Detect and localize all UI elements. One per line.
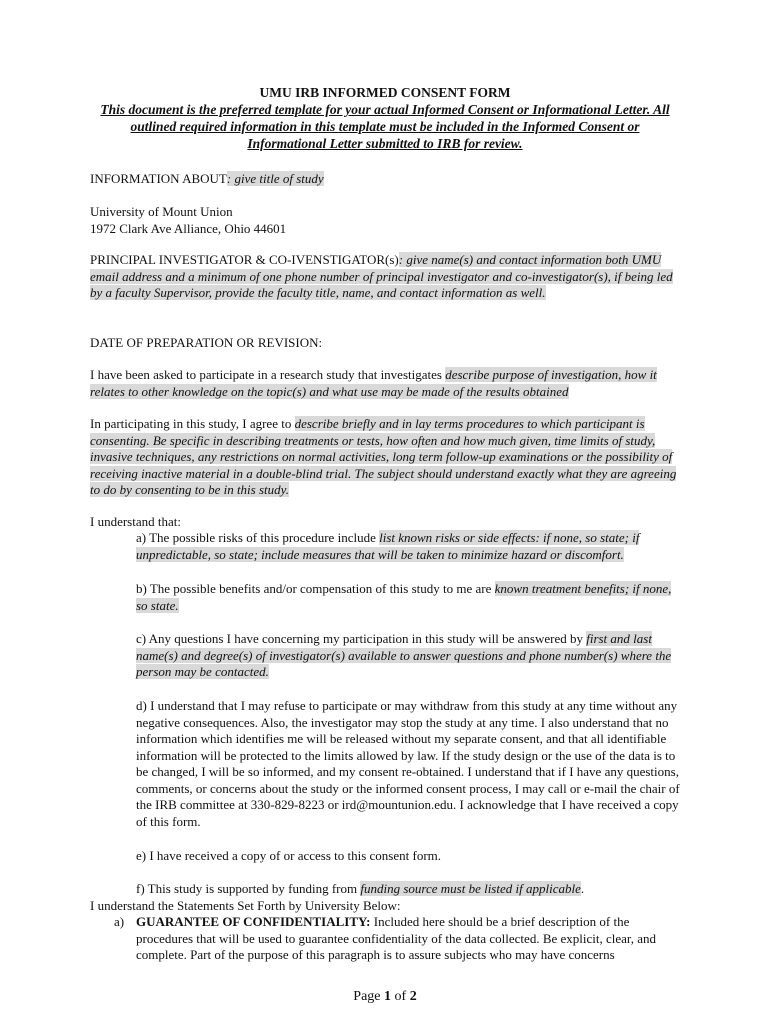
understand-item-a-placeholder: list known risks or side effects: if none, so state; if unpredictable, so state; include measures that will be taken to minimize hazard or discomfort. [136, 530, 640, 562]
information-about-placeholder: : give title of study [226, 171, 324, 186]
purpose-text: I have been asked to participate in a research study that investigates [90, 367, 446, 382]
purpose-paragraph [90, 367, 680, 400]
understand-item-d: d) I understand that I may refuse to participate or may withdraw from this study at any time without any negative consequences. Also, the investigator may stop the study at any time. I also understand that no information which identifies me will be released without my separate consent, and that all identifiable information will be protected to the limits allowed by law. If the study design or the use of the data is to be changed, I will be so informed, and my consent re-obtained. I understand that if I have any questions, comments, or concerns about the study or the informed consent process, I may call or e-mail the chair of the IRB committee at 330-829-8223 or ird@mountunion.edu. I acknowledge that I have received a copy of this form. [136, 698, 680, 829]
understand-intro: I understand that: [90, 514, 181, 529]
purpose-placeholder: describe purpose of investigation, how it relates to other knowledge on the topic(s) and what use may be made of the results obtained [90, 367, 657, 399]
address-line-2: 1972 Clark Ave Alliance, Ohio 44601 [90, 220, 287, 236]
understand-item-a-text: a) The possible risks of this procedure include [136, 530, 380, 545]
understand-item-b [136, 581, 680, 614]
understand-item-b-placeholder: known treatment benefits; if none, so state. [136, 581, 672, 613]
understand-item-b-text: b) The possible benefits and/or compensation of this study to me are [136, 581, 495, 596]
participation-placeholder: describe briefly and in lay terms procedures to which participant is consenting. Be specific in describing treatments or tests, how often and how much given, time limits of study, invasive techniques, any restrictions on normal activities, long term follow-up examinations or the possibility of receiving inactive material in a double-blind trial. The subject should understand exactly what they are agreeing to do by consenting to be in this study. [90, 416, 677, 497]
statements-intro: I understand the Statements Set Forth by University Below: [90, 898, 401, 913]
date-of-preparation-line: DATE OF PREPARATION OR REVISION: [90, 335, 323, 350]
page-word: Page [353, 989, 385, 1004]
statement-item-a-marker: a) [114, 914, 125, 929]
participation-text: In participating in this study, I agree to [90, 416, 295, 431]
understand-item-c-placeholder: first and last name(s) and degree(s) of investigator(s) available to answer questions and phone number(s) where the person may be contacted. [136, 631, 672, 679]
understand-item-f-placeholder: funding source must be listed if applicable [360, 881, 581, 896]
statement-item-a-heading: GUARANTEE OF CONFIDENTIALITY: [136, 914, 371, 929]
page-total: 2 [409, 989, 417, 1004]
principal-investigator-paragraph [90, 252, 680, 302]
document-subtitle: This document is the preferred template for your actual Informed Consent or Informational Letter. All outlined required information in this template must be included in the Informed Consent or Informational Letter submitted to IRB for review. [100, 102, 670, 151]
information-about-line [90, 171, 680, 188]
address-line-1: University of Mount Union [90, 204, 233, 219]
understand-item-f-text: f) This study is supported by funding from [136, 881, 361, 896]
of-word: of [391, 989, 410, 1004]
principal-investigator-label: PRINCIPAL INVESTIGATOR & CO-IVENSTIGATOR(s) [90, 252, 399, 267]
understand-item-e: e) I have received a copy of or access to this consent form. [136, 848, 442, 863]
understand-item-f [136, 881, 680, 898]
page-number: 1 [384, 989, 392, 1004]
understand-item-a [136, 530, 680, 563]
participation-paragraph [90, 416, 680, 499]
statement-item-a-body [136, 914, 680, 964]
document-title: UMU IRB INFORMED CONSENT FORM [259, 85, 511, 100]
page-footer [0, 989, 770, 1005]
statement-item-a-text: Included here should be a brief description of the procedures that will be used to guarantee confidentiality of the data collected. Be explicit, clear, and complete. Part of the purpose of this paragraph is to assure subjects who may have concerns [136, 914, 656, 962]
address-block [90, 204, 680, 237]
information-about-label: INFORMATION ABOUT [90, 171, 227, 186]
understand-item-c-text: c) Any questions I have concerning my participation in this study will be answered by [136, 631, 587, 646]
understand-item-f-end: . [580, 881, 585, 896]
understand-item-c [136, 631, 680, 681]
principal-investigator-placeholder: : give name(s) and contact information both UMU email address and a minimum of one phone number of principal investigator and co-investigator(s), if being led by a faculty Supervisor, provide the faculty title, name, and contact information as well. [90, 252, 673, 300]
